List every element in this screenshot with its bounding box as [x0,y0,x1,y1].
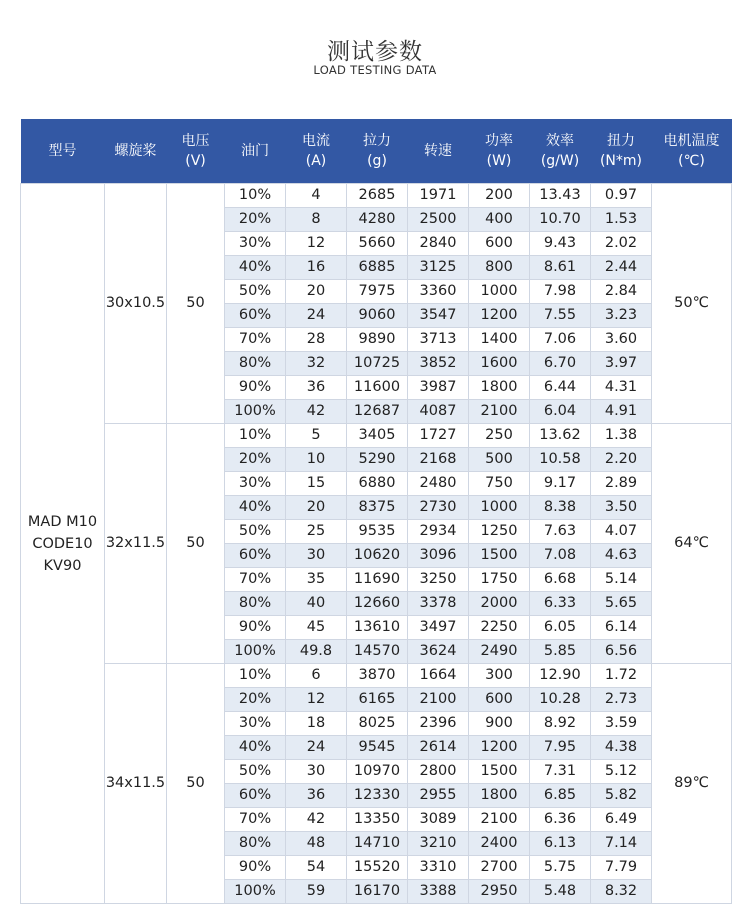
data-cell: 30 [286,760,347,784]
data-cell: 18 [286,712,347,736]
data-cell: 80% [225,592,286,616]
data-cell: 11600 [347,376,408,400]
column-header-text: (W) [486,153,512,169]
data-cell: 800 [469,256,530,280]
page-subtitle: LOAD TESTING DATA [313,63,437,77]
data-cell: 7.14 [591,832,652,856]
data-cell: 8375 [347,496,408,520]
data-cell: 1250 [469,520,530,544]
data-cell: 13350 [347,808,408,832]
data-cell: 36 [286,784,347,808]
data-cell: 3.23 [591,304,652,328]
data-cell: 1600 [469,352,530,376]
data-cell: 4280 [347,208,408,232]
data-cell: 30% [225,232,286,256]
data-cell: 4.38 [591,736,652,760]
header-row [21,119,732,184]
data-cell: 1000 [469,496,530,520]
data-cell: 5.12 [591,760,652,784]
data-cell: 100% [225,400,286,424]
data-cell: 7.63 [530,520,591,544]
data-cell: 6.14 [591,616,652,640]
column-header-text: 扭力 [607,133,635,149]
data-cell: 9890 [347,328,408,352]
data-cell: 5.82 [591,784,652,808]
column-header-text: 电流 [302,133,330,149]
column-header-text: 型号 [48,143,77,159]
propeller-cell: 34x11.5 [105,664,167,904]
temperature-cell: 64℃ [652,424,732,664]
data-cell: 5290 [347,448,408,472]
data-cell: 2614 [408,736,469,760]
data-cell: 3310 [408,856,469,880]
data-cell: 6.49 [591,808,652,832]
data-cell: 1500 [469,544,530,568]
column-header-text: 功率 [485,133,513,149]
data-cell: 2800 [408,760,469,784]
data-cell: 8025 [347,712,408,736]
data-cell: 6.68 [530,568,591,592]
data-cell: 40 [286,592,347,616]
data-cell: 5.85 [530,640,591,664]
propeller-cell: 30x10.5 [105,184,167,424]
data-cell: 6880 [347,472,408,496]
data-cell: 400 [469,208,530,232]
data-cell: 10.28 [530,688,591,712]
data-cell: 10 [286,448,347,472]
data-cell: 500 [469,448,530,472]
data-cell: 90% [225,616,286,640]
data-cell: 4.31 [591,376,652,400]
data-cell: 2.73 [591,688,652,712]
column-header [591,119,652,184]
data-cell: 1.53 [591,208,652,232]
data-cell: 3852 [408,352,469,376]
data-cell: 1.38 [591,424,652,448]
column-header-text: (A) [305,153,327,169]
data-cell: 20% [225,688,286,712]
data-cell: 2100 [469,808,530,832]
data-cell: 59 [286,880,347,904]
data-cell: 7.08 [530,544,591,568]
data-cell: 2168 [408,448,469,472]
data-cell: 4.91 [591,400,652,424]
data-cell: 3713 [408,328,469,352]
data-cell: 2.44 [591,256,652,280]
data-cell: 3.97 [591,352,652,376]
data-cell: 2934 [408,520,469,544]
data-cell: 3497 [408,616,469,640]
data-cell: 40% [225,496,286,520]
column-header-text: 电机温度 [663,133,720,149]
data-cell: 3987 [408,376,469,400]
column-header-text: 油门 [241,143,269,159]
data-cell: 2000 [469,592,530,616]
data-cell: 14570 [347,640,408,664]
data-cell: 2700 [469,856,530,880]
data-cell: 2.84 [591,280,652,304]
data-cell: 60% [225,544,286,568]
load-test-table [20,119,732,904]
data-cell: 48 [286,832,347,856]
data-cell: 7.55 [530,304,591,328]
column-header-text: (g) [367,153,387,169]
data-cell: 5.65 [591,592,652,616]
data-cell: 12 [286,232,347,256]
data-cell: 4.07 [591,520,652,544]
data-cell: 9.43 [530,232,591,256]
column-header [167,119,225,184]
data-cell: 50% [225,280,286,304]
data-cell: 4.63 [591,544,652,568]
data-cell: 3.59 [591,712,652,736]
data-cell: 10% [225,424,286,448]
data-cell: 7.31 [530,760,591,784]
data-cell: 6.04 [530,400,591,424]
column-header [286,119,347,184]
column-header-text: 转速 [424,143,452,159]
data-cell: 3.50 [591,496,652,520]
data-cell: 7.79 [591,856,652,880]
data-cell: 35 [286,568,347,592]
data-cell: 2480 [408,472,469,496]
data-cell: 36 [286,376,347,400]
data-cell: 2100 [408,688,469,712]
data-cell: 2730 [408,496,469,520]
data-cell: 24 [286,304,347,328]
data-cell: 60% [225,784,286,808]
data-cell: 6885 [347,256,408,280]
data-cell: 3125 [408,256,469,280]
data-cell: 1800 [469,376,530,400]
data-cell: 6.13 [530,832,591,856]
column-header-text: (N*m) [599,153,643,169]
data-cell: 8 [286,208,347,232]
column-header [530,119,591,184]
data-cell: 40% [225,256,286,280]
data-cell: 80% [225,352,286,376]
data-cell: 2400 [469,832,530,856]
voltage-cell: 50 [167,664,225,904]
data-cell: 9060 [347,304,408,328]
data-cell: 50% [225,760,286,784]
data-cell: 16170 [347,880,408,904]
data-cell: 13.43 [530,184,591,208]
data-cell: 1500 [469,760,530,784]
data-cell: 10% [225,184,286,208]
data-cell: 20 [286,496,347,520]
data-cell: 14710 [347,832,408,856]
data-cell: 10% [225,664,286,688]
table-row [21,664,732,688]
data-cell: 42 [286,400,347,424]
data-cell: 5.14 [591,568,652,592]
data-cell: 1971 [408,184,469,208]
data-cell: 6165 [347,688,408,712]
model-cell [21,184,105,904]
data-cell: 80% [225,832,286,856]
data-cell: 3360 [408,280,469,304]
data-cell: 2250 [469,616,530,640]
data-cell: 10620 [347,544,408,568]
column-header-text: 效率 [546,133,574,149]
data-cell: 2950 [469,880,530,904]
voltage-cell: 50 [167,184,225,424]
data-cell: 3210 [408,832,469,856]
data-cell: 10725 [347,352,408,376]
data-cell: 3.60 [591,328,652,352]
data-cell: 20% [225,448,286,472]
data-cell: 5.48 [530,880,591,904]
data-cell: 28 [286,328,347,352]
data-cell: 12.90 [530,664,591,688]
data-cell: 70% [225,328,286,352]
column-header-text: 螺旋桨 [114,143,157,159]
data-cell: 6.44 [530,376,591,400]
data-cell: 49.8 [286,640,347,664]
data-cell: 1750 [469,568,530,592]
data-cell: 70% [225,808,286,832]
data-cell: 6.36 [530,808,591,832]
table-header [21,119,732,184]
data-cell: 30 [286,544,347,568]
data-cell: 1800 [469,784,530,808]
data-cell: 90% [225,376,286,400]
data-cell: 0.97 [591,184,652,208]
data-cell: 1000 [469,280,530,304]
data-cell: 10.58 [530,448,591,472]
data-cell: 900 [469,712,530,736]
data-cell: 750 [469,472,530,496]
data-cell: 600 [469,232,530,256]
data-cell: 50% [225,520,286,544]
column-header [652,119,732,184]
data-cell: 24 [286,736,347,760]
model-text: KV90 [43,557,82,574]
data-cell: 8.61 [530,256,591,280]
data-cell: 13.62 [530,424,591,448]
data-cell: 600 [469,688,530,712]
data-cell: 1200 [469,304,530,328]
data-cell: 2955 [408,784,469,808]
data-cell: 25 [286,520,347,544]
data-cell: 300 [469,664,530,688]
column-header-text: 拉力 [363,133,391,149]
column-header-text: (℃) [678,153,705,169]
table-row [21,184,732,208]
column-header-text: (V) [185,153,206,169]
data-cell: 5660 [347,232,408,256]
data-cell: 3870 [347,664,408,688]
data-cell: 90% [225,856,286,880]
data-cell: 1.72 [591,664,652,688]
page-title: 测试参数 [327,39,423,65]
data-cell: 54 [286,856,347,880]
data-cell: 6.05 [530,616,591,640]
model-text: MAD M10 [27,513,98,530]
data-cell: 15520 [347,856,408,880]
data-cell: 6.56 [591,640,652,664]
data-cell: 10970 [347,760,408,784]
column-header [408,119,469,184]
data-cell: 8.38 [530,496,591,520]
data-cell: 60% [225,304,286,328]
data-cell: 200 [469,184,530,208]
data-cell: 3250 [408,568,469,592]
column-header [21,119,105,184]
table-body [21,184,732,904]
data-cell: 5.75 [530,856,591,880]
data-cell: 10.70 [530,208,591,232]
column-header [105,119,167,184]
data-cell: 20% [225,208,286,232]
data-cell: 70% [225,568,286,592]
data-cell: 3378 [408,592,469,616]
data-cell: 32 [286,352,347,376]
temperature-cell: 50℃ [652,184,732,424]
data-cell: 12330 [347,784,408,808]
data-cell: 1400 [469,328,530,352]
data-cell: 12660 [347,592,408,616]
data-cell: 2500 [408,208,469,232]
data-cell: 1727 [408,424,469,448]
data-cell: 2396 [408,712,469,736]
data-cell: 6.85 [530,784,591,808]
data-cell: 9.17 [530,472,591,496]
data-cell: 4 [286,184,347,208]
data-cell: 15 [286,472,347,496]
data-cell: 7.95 [530,736,591,760]
data-cell: 13610 [347,616,408,640]
data-cell: 45 [286,616,347,640]
data-cell: 2.20 [591,448,652,472]
data-cell: 4087 [408,400,469,424]
temperature-cell: 89℃ [652,664,732,904]
data-cell: 30% [225,472,286,496]
data-cell: 100% [225,880,286,904]
data-cell: 20 [286,280,347,304]
table-row [21,424,732,448]
data-cell: 1200 [469,736,530,760]
data-cell: 8.32 [591,880,652,904]
data-cell: 9545 [347,736,408,760]
column-header [225,119,286,184]
data-cell: 12 [286,688,347,712]
propeller-cell: 32x11.5 [105,424,167,664]
data-cell: 2840 [408,232,469,256]
data-cell: 12687 [347,400,408,424]
data-cell: 8.92 [530,712,591,736]
column-header-text: 电压 [181,133,210,149]
data-cell: 7975 [347,280,408,304]
voltage-cell: 50 [167,424,225,664]
data-cell: 2100 [469,400,530,424]
data-cell: 6.70 [530,352,591,376]
data-cell: 100% [225,640,286,664]
data-cell: 9535 [347,520,408,544]
data-cell: 40% [225,736,286,760]
data-cell: 3089 [408,808,469,832]
column-header [469,119,530,184]
data-cell: 6 [286,664,347,688]
data-cell: 3405 [347,424,408,448]
data-cell: 2490 [469,640,530,664]
data-cell: 7.98 [530,280,591,304]
data-cell: 1664 [408,664,469,688]
data-cell: 6.33 [530,592,591,616]
data-cell: 3388 [408,880,469,904]
data-cell: 2.89 [591,472,652,496]
data-cell: 2685 [347,184,408,208]
data-cell: 3547 [408,304,469,328]
data-cell: 16 [286,256,347,280]
data-cell: 3624 [408,640,469,664]
column-header [347,119,408,184]
data-cell: 30% [225,712,286,736]
data-cell: 7.06 [530,328,591,352]
data-cell: 42 [286,808,347,832]
data-cell: 250 [469,424,530,448]
data-cell: 5 [286,424,347,448]
column-header-text: (g/W) [540,153,580,169]
data-cell: 11690 [347,568,408,592]
data-cell: 3096 [408,544,469,568]
data-cell: 2.02 [591,232,652,256]
model-text: CODE10 [32,535,93,552]
